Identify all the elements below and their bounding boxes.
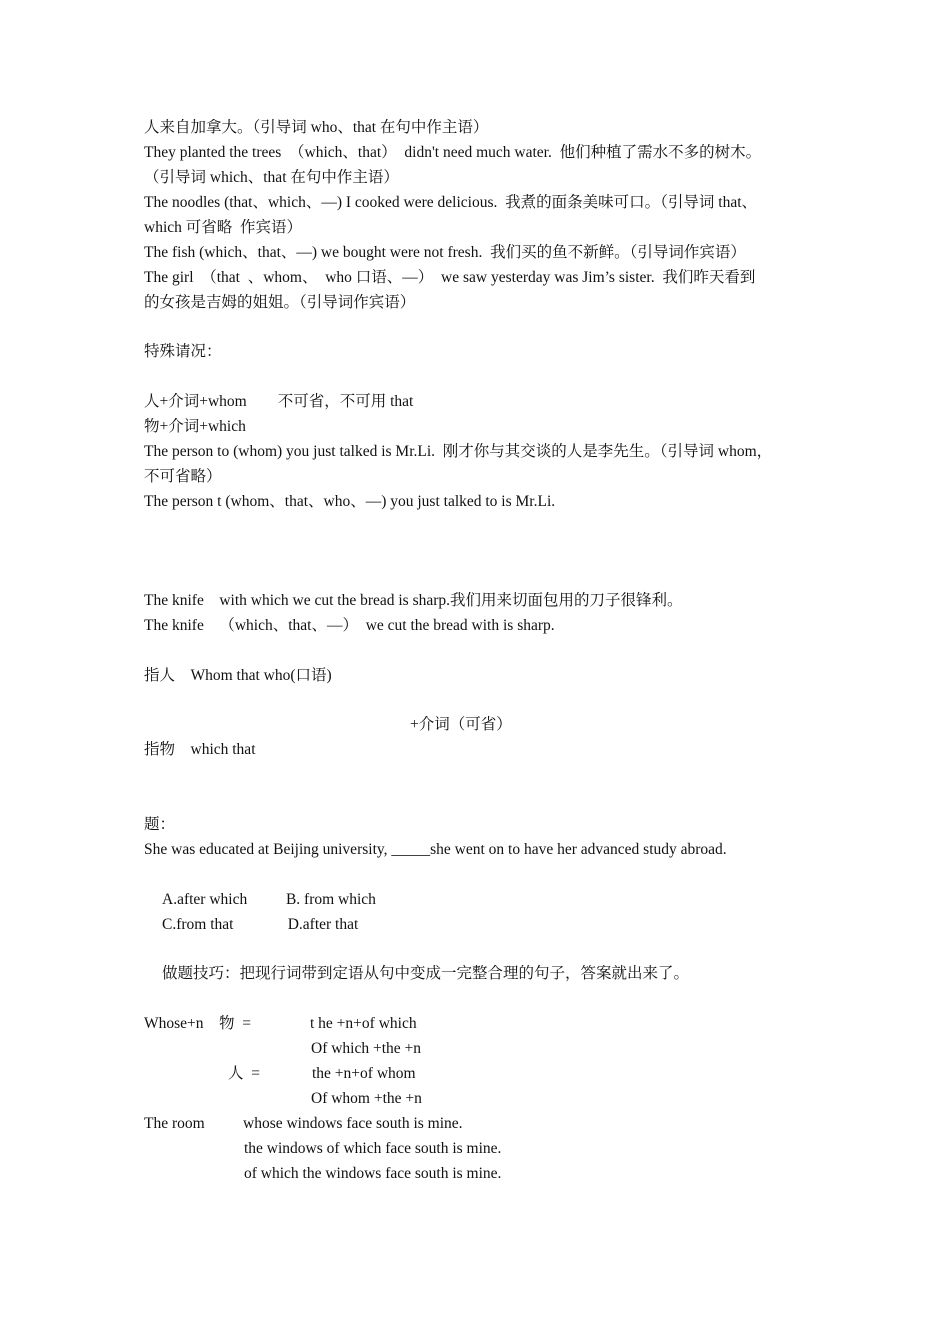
text-line: The knife with which we cut the bread is sharp.我们用来切面包用的刀子很锋利。 [144, 592, 683, 609]
text-line: 指物 which that [144, 741, 256, 758]
text-line: +介词（可省） [410, 716, 512, 733]
text-line: 人 = [228, 1065, 260, 1082]
text-line: （引导词 which、that 在句中作主语） [144, 169, 399, 186]
text-line: Of whom +the +n [311, 1090, 422, 1107]
section-heading: 特殊请况： [144, 343, 222, 360]
text-line: The room [144, 1115, 205, 1132]
text-line: They planted the trees （which、that） didn't need much water. 他们种植了需水不多的树木。 [144, 144, 762, 161]
answer-options: C.from that D.after that [162, 916, 359, 933]
text-line: 的女孩是吉姆的姐姐。（引导词作宾语） [144, 294, 416, 311]
text-line: The person t (whom、that、who、—) you just talked to is Mr.Li. [144, 493, 556, 510]
text-line: 指人 Whom that who(口语) [144, 667, 332, 684]
text-line: The knife （which、that、—） we cut the bread with is sharp. [144, 617, 555, 634]
text-line: 人+介词+whom 不可省，不可用 that [144, 393, 414, 410]
text-line: the +n+of whom [312, 1065, 416, 1082]
text-line: 做题技巧：把现行词带到定语从句中变成一完整合理的句子，答案就出来了。 [162, 965, 690, 982]
text-line: 物+介词+which [144, 418, 246, 435]
text-line: t he +n+of which [310, 1015, 417, 1032]
answer-options: A.after which B. from which [162, 891, 376, 908]
question-label: 题： [144, 816, 176, 833]
text-line: The person to (whom) you just talked is Mr.Li. 刚才你与其交谈的人是李先生。（引导词 whom， [144, 443, 773, 460]
text-line: Of which +the +n [311, 1040, 422, 1057]
text-line: 人来自加拿大。（引导词 who、that 在句中作主语） [144, 119, 489, 136]
text-line: which 可省略 作宾语） [144, 219, 303, 236]
question-text: She was educated at Beijing university, _____she went on to have her advanced study abroad. [144, 841, 727, 858]
text-line: The noodles (that、which、—) I cooked were delicious. 我煮的面条美味可口。（引导词 that、 [144, 194, 758, 211]
text-line: the windows of which face south is mine. [244, 1140, 502, 1157]
text-line: The fish (which、that、—) we bought were not fresh. 我们买的鱼不新鲜。（引导词作宾语） [144, 244, 746, 261]
text-line: of which the windows face south is mine. [244, 1165, 502, 1182]
text-line: The girl （that 、whom、 who 口语、—） we saw yesterday was Jim’s sister. 我们昨天看到 [144, 269, 756, 286]
text-line: whose windows face south is mine. [243, 1115, 463, 1132]
text-line: Whose+n 物 = [144, 1015, 252, 1032]
text-line: 不可省略） [144, 468, 222, 485]
